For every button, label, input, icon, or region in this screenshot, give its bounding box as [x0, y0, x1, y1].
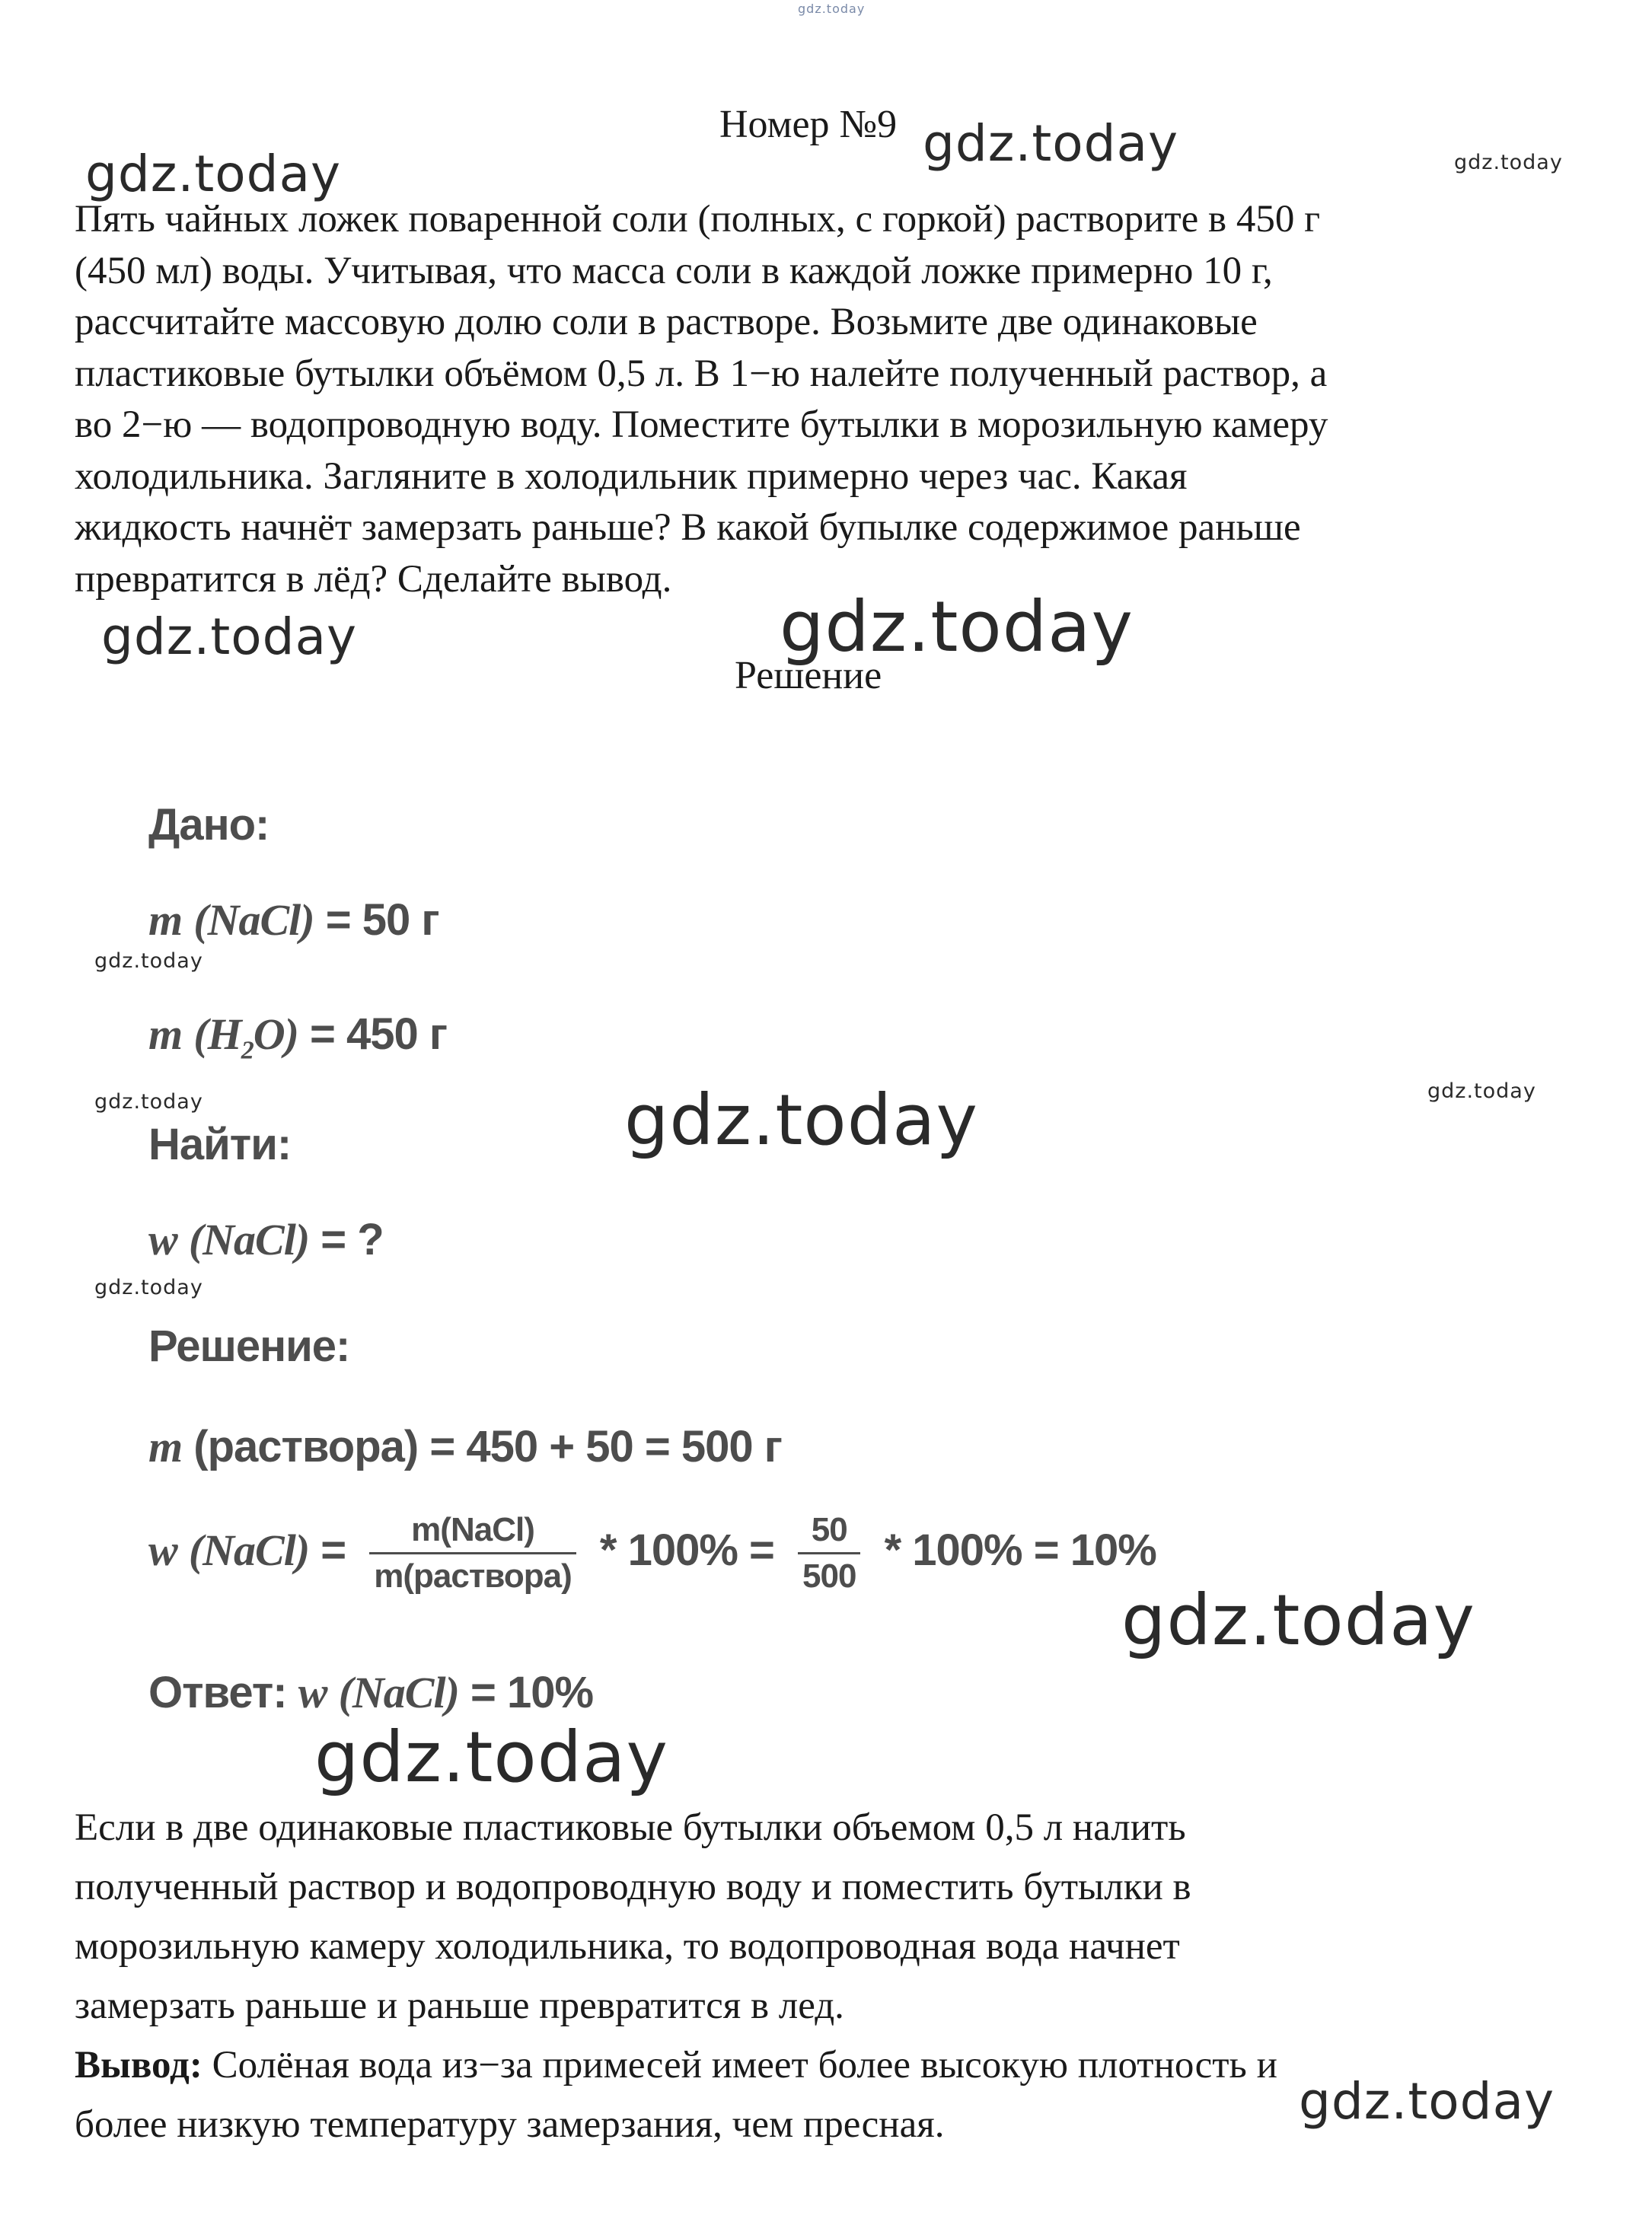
- conclusion-line: полученный раствор и водопроводную воду и поместить бутылки в: [75, 1866, 1191, 1908]
- problem-line: во 2−ю — водопроводную воду. Поместите бутылки в морозильную камеру: [75, 403, 1328, 446]
- fraction-1: [369, 1511, 576, 1596]
- problem-line: холодильника. Загляните в холодильник примерно через час. Какая: [75, 454, 1188, 498]
- find-label: Найти:: [148, 1120, 292, 1169]
- find-sub: (NaCl): [188, 1215, 310, 1264]
- answer-sub: (NaCl): [338, 1668, 459, 1717]
- fraction-1-num: m(NaCl): [369, 1511, 576, 1554]
- answer-label: Ответ:: [148, 1668, 287, 1717]
- w-eq: =: [321, 1525, 346, 1575]
- w-var: w: [148, 1525, 177, 1575]
- mass-var: m: [148, 1422, 183, 1471]
- watermark: gdz.today: [85, 145, 342, 203]
- page-title: Номер №9: [719, 103, 898, 146]
- given-2-var: m: [148, 1009, 183, 1059]
- w-sub: (NaCl): [188, 1525, 310, 1575]
- vyvod-text: Солёная вода из−за примесей имеет более высокую плотность и: [202, 2044, 1277, 2087]
- problem-text: [75, 194, 1328, 605]
- problem-line: рассчитайте массовую долю соли в растворе. Возьмите две одинаковые: [75, 301, 1258, 343]
- problem-line: Пять чайных ложек поваренной соли (полных, с горкой) растворите в 450 г: [75, 198, 1321, 241]
- w-result: * 100% = 10%: [884, 1525, 1156, 1575]
- solution-mass: [148, 1421, 782, 1472]
- fraction-2-den: 500: [802, 1557, 856, 1595]
- watermark: gdz.today: [94, 1276, 203, 1299]
- problem-line: жидкость начнёт замерзать раньше? В какой бупылке содержимое раньше: [75, 506, 1301, 549]
- answer-val: = 10%: [470, 1668, 594, 1717]
- vyvod-label: Вывод:: [75, 2044, 203, 2087]
- given-1-sub: (NaCl): [193, 895, 314, 945]
- watermark: gdz.today: [1427, 1079, 1536, 1103]
- conclusion-text: [75, 1798, 1277, 2154]
- given-1-val: = 50 г: [325, 895, 439, 945]
- given-label: Дано:: [148, 800, 269, 850]
- problem-line: превратится в лёд? Сделайте вывод.: [75, 557, 672, 601]
- watermark: gdz.today: [780, 586, 1134, 668]
- given-water-mass: [148, 1009, 447, 1066]
- given-2-sub: $(H_2O)$: [193, 1009, 298, 1065]
- find-var: w: [148, 1215, 177, 1264]
- watermark: gdz.today: [94, 949, 203, 973]
- w-times: * 100% =: [599, 1525, 774, 1575]
- vyvod-line-2: более низкую температуру замерзания, чем пресная.: [75, 2103, 945, 2146]
- conclusion-line: замерзать раньше и раньше превратится в лед.: [75, 1984, 844, 2027]
- watermark: gdz.today: [624, 1079, 978, 1161]
- watermark: gdz.today: [1121, 1580, 1475, 1661]
- given-1-var: m: [148, 895, 183, 945]
- watermark: gdz.today: [101, 607, 358, 666]
- conclusion-line: морозильную камеру холодильника, то водопроводная вода начнет: [75, 1925, 1180, 1968]
- problem-line: пластиковые бутылки объёмом 0,5 л. В 1−ю налейте полученный раствор, а: [75, 352, 1328, 395]
- watermark: gdz.today: [94, 1090, 203, 1114]
- watermark: gdz.today: [923, 114, 1179, 173]
- watermark: gdz.today: [314, 1717, 668, 1798]
- solution-fraction: [148, 1511, 1156, 1596]
- problem-line: (450 мл) воды. Учитывая, что масса соли в каждой ложке примерно 10 г,: [75, 249, 1273, 292]
- conclusion-line: Если в две одинаковые пластиковые бутылки объемом 0,5 л налить: [75, 1806, 1186, 1849]
- fraction-2-num: 50: [798, 1511, 860, 1554]
- fraction-1-den: m(раствора): [374, 1557, 572, 1595]
- vyvod-line: [75, 2036, 1277, 2095]
- fraction-2: [798, 1511, 860, 1596]
- given-2-val: = 450 г: [310, 1009, 448, 1059]
- watermark-top: gdz.today: [798, 2, 866, 16]
- find-expression: [148, 1214, 384, 1265]
- answer: [148, 1667, 593, 1718]
- find-val: = ?: [321, 1215, 384, 1264]
- solution-heading: Решение: [735, 654, 882, 697]
- solve-label: Решение:: [148, 1321, 350, 1371]
- mass-text: (раствора) = 450 + 50 = 500 г: [193, 1422, 782, 1471]
- given-nacl-mass: [148, 894, 439, 945]
- watermark: gdz.today: [1454, 151, 1563, 174]
- answer-var: w: [298, 1668, 327, 1717]
- watermark: gdz.today: [1299, 2072, 1555, 2131]
